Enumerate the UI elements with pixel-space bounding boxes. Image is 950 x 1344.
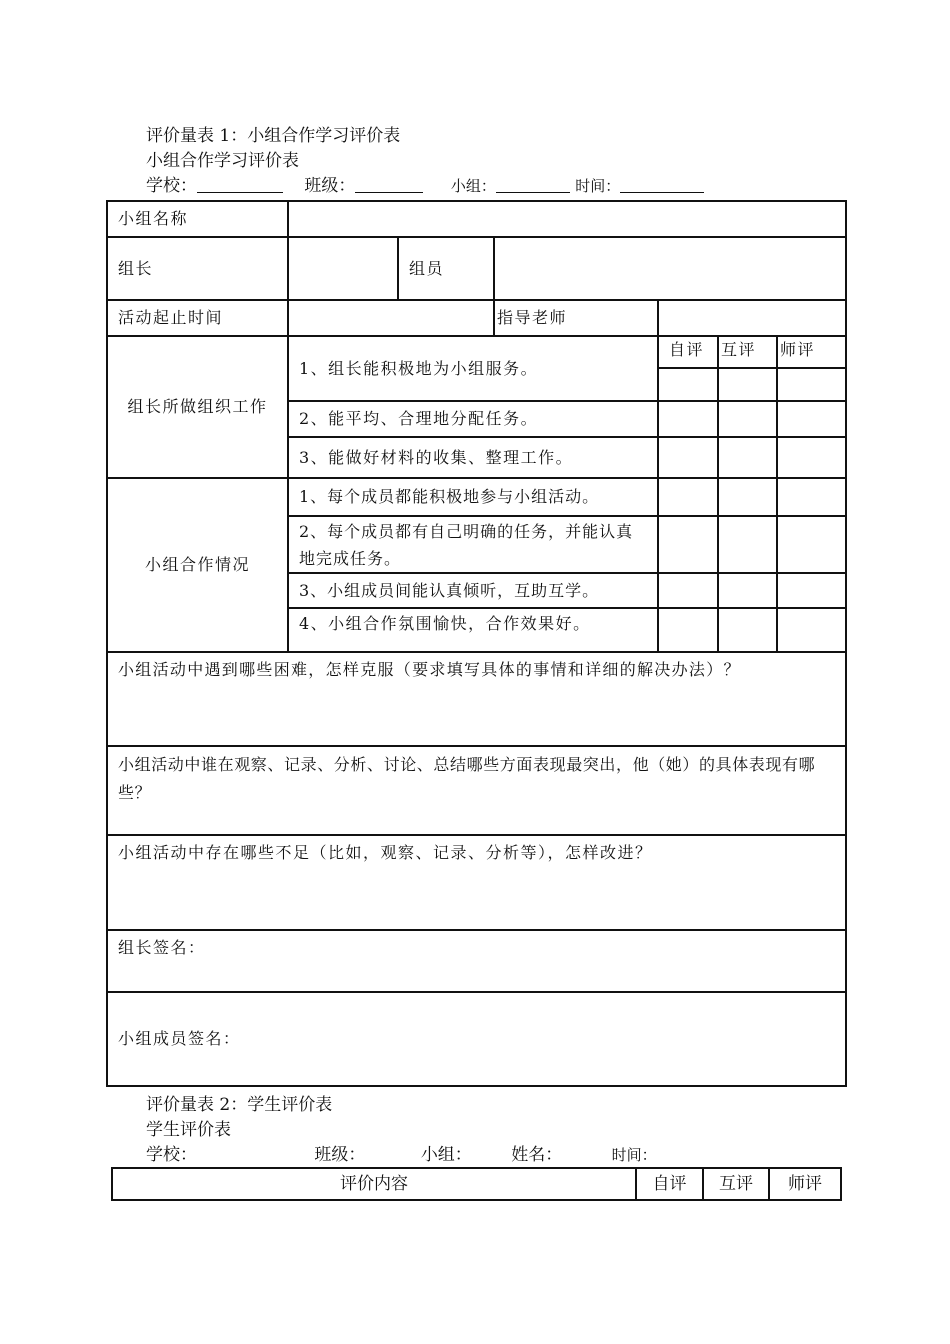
- rating-cell[interactable]: [658, 573, 718, 608]
- time-label-2: 时间：: [611, 1146, 657, 1164]
- cooperation-item-1: 1、每个成员都能积极地参与小组活动。: [288, 478, 658, 516]
- leader-work-item-2: 2、能平均、合理地分配任务。: [288, 401, 658, 437]
- peer-rating-header: 互评: [718, 336, 777, 368]
- leader-work-item-1: 1、组长能积极地为小组服务。: [288, 336, 658, 401]
- scale1-caption: 评价量表 1：小组合作学习评价表: [146, 126, 401, 146]
- rating-cell[interactable]: [658, 516, 718, 573]
- rating-cell[interactable]: [658, 437, 718, 478]
- rating-cell[interactable]: [777, 478, 846, 516]
- scale1-header: [146, 175, 704, 197]
- teacher-rating-header: 师评: [777, 336, 846, 368]
- class-field[interactable]: [355, 176, 423, 193]
- rating-cell[interactable]: [777, 608, 846, 652]
- question-shortcomings[interactable]: 小组活动中存在哪些不足（比如，观察、记录、分析等），怎样改进？: [107, 835, 846, 930]
- members-field[interactable]: [494, 237, 846, 300]
- teacher-field[interactable]: [658, 300, 846, 336]
- leader-label: 组长: [107, 237, 288, 300]
- self-rating-header: 自评: [658, 336, 718, 368]
- column-self-rating: 自评: [636, 1168, 703, 1200]
- rating-cell[interactable]: [718, 437, 777, 478]
- rating-cell[interactable]: [718, 401, 777, 437]
- members-label: 组员: [398, 237, 494, 300]
- rating-cell[interactable]: [718, 608, 777, 652]
- rating-cell[interactable]: [658, 478, 718, 516]
- group-label-2: 小组：: [420, 1145, 472, 1165]
- column-peer-rating: 互评: [703, 1168, 769, 1200]
- rating-cell[interactable]: [777, 573, 846, 608]
- cooperation-item-3: 3、小组成员间能认真倾听，互助互学。: [288, 573, 658, 608]
- rating-cell[interactable]: [658, 608, 718, 652]
- period-label: 活动起止时间: [107, 300, 288, 336]
- rating-cell[interactable]: [718, 368, 777, 401]
- members-signature[interactable]: 小组成员签名：: [107, 992, 846, 1086]
- school-label-2: 学校：: [146, 1145, 197, 1165]
- scale2-caption: 评价量表 2：学生评价表: [146, 1095, 333, 1115]
- cooperation-item-2: 2、每个成员都有自己明确的任务，并能认真地完成任务。: [288, 516, 658, 573]
- student-evaluation-table: [111, 1167, 842, 1201]
- scale1-title: 小组合作学习评价表: [146, 151, 299, 171]
- leader-field[interactable]: [288, 237, 398, 300]
- rating-cell[interactable]: [718, 478, 777, 516]
- column-evaluation-content: 评价内容: [112, 1168, 636, 1200]
- column-teacher-rating: 师评: [769, 1168, 841, 1200]
- rating-cell[interactable]: [777, 368, 846, 401]
- scale2-header: [146, 1144, 657, 1166]
- school-label: 学校：: [146, 176, 197, 196]
- cooperation-item-4: 4、小组合作氛围愉快，合作效果好。: [288, 608, 658, 652]
- teacher-label: 指导老师: [494, 300, 658, 336]
- question-difficulties[interactable]: 小组活动中遇到哪些困难，怎样克服（要求填写具体的事情和详细的解决办法）？: [107, 652, 846, 746]
- class-label-2: 班级：: [314, 1145, 366, 1165]
- scale2-title: 学生评价表: [146, 1120, 231, 1140]
- rating-cell[interactable]: [777, 437, 846, 478]
- rating-cell[interactable]: [777, 516, 846, 573]
- period-field[interactable]: [288, 300, 494, 336]
- school-field[interactable]: [197, 176, 283, 193]
- class-label: 班级：: [304, 176, 356, 196]
- rating-cell[interactable]: [718, 516, 777, 573]
- group-label: 小组：: [450, 177, 496, 195]
- time-field[interactable]: [620, 176, 704, 193]
- name-label-2: 姓名：: [511, 1145, 563, 1165]
- cooperation-label: 小组合作情况: [107, 478, 288, 652]
- group-field[interactable]: [496, 176, 570, 193]
- rating-cell[interactable]: [777, 401, 846, 437]
- leader-signature[interactable]: 组长签名：: [107, 930, 846, 992]
- leader-work-item-3: 3、能做好材料的收集、整理工作。: [288, 437, 658, 478]
- group-evaluation-table: [106, 200, 847, 1087]
- question-outstanding-member[interactable]: 小组活动中谁在观察、记录、分析、讨论、总结哪些方面表现最突出，他（她）的具体表现有哪些？: [107, 746, 846, 835]
- rating-cell[interactable]: [658, 368, 718, 401]
- time-label: 时间：: [575, 177, 621, 195]
- leader-work-label: 组长所做组织工作: [107, 336, 288, 478]
- rating-cell[interactable]: [718, 573, 777, 608]
- group-name-field[interactable]: [288, 201, 846, 237]
- group-name-label: 小组名称: [107, 201, 288, 237]
- rating-cell[interactable]: [658, 401, 718, 437]
